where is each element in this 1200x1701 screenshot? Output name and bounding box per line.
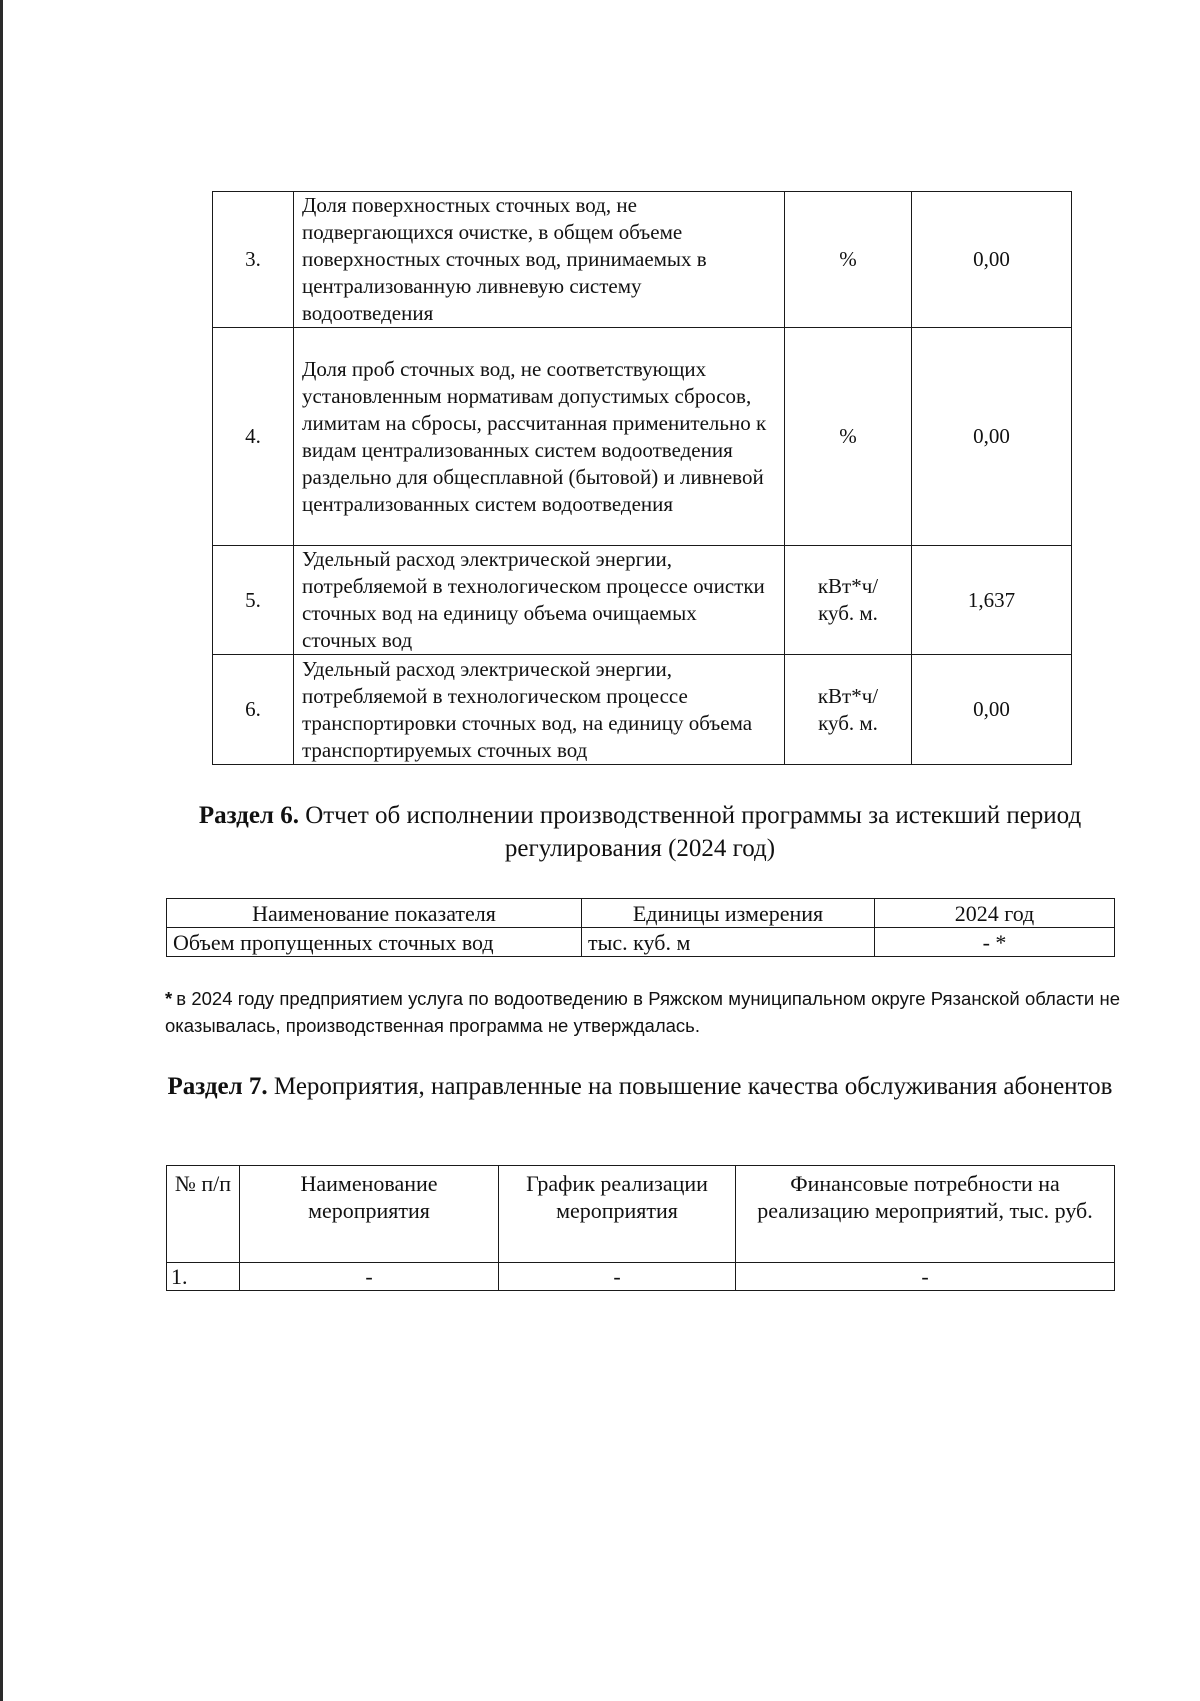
column-header-financial-needs: Финансовые потребности на реализацию мероприятий, тыс. руб. bbox=[736, 1166, 1115, 1263]
indicator-name: Удельный расход электрической энергии, потребляемой в технологическом процессе транспортировки сточных вод, на единицу объема транспортируемых сточных вод bbox=[294, 655, 785, 765]
row-number: 5. bbox=[213, 546, 294, 655]
unit-line-1: кВт*ч/ bbox=[817, 574, 879, 598]
indicator-value: 0,00 bbox=[912, 192, 1072, 328]
unit-line-2: куб. м. bbox=[818, 710, 878, 735]
row-number: 4. bbox=[213, 328, 294, 546]
indicator-name: Удельный расход электрической энергии, потребляемой в технологическом процессе очистки сточных вод на единицу объема очищаемых сточных вод bbox=[294, 546, 785, 655]
indicator-name: Объем пропущенных сточных вод bbox=[167, 928, 582, 957]
unit-line-1: кВт*ч/ bbox=[817, 683, 879, 708]
footnote-star: * bbox=[165, 988, 173, 1009]
footnote-text: в 2024 году предприятием услуга по водоотведению в Ряжском муниципальном округе Рязанской области не оказывалась, производственная программа не утверждалась. bbox=[165, 988, 1120, 1036]
section-6-number: Раздел 6. bbox=[198, 802, 299, 829]
table-row bbox=[213, 328, 1072, 546]
indicator-unit bbox=[785, 546, 912, 655]
production-program-report-table bbox=[166, 898, 1115, 957]
indicator-value: 1,637 bbox=[912, 546, 1072, 655]
unit-line-1: % bbox=[839, 247, 857, 271]
table-row bbox=[213, 655, 1072, 765]
row-number: 1. bbox=[167, 1263, 240, 1291]
column-header-indicator: Наименование показателя bbox=[167, 899, 582, 928]
unit-line-2: куб. м. bbox=[818, 601, 878, 625]
measures-table bbox=[166, 1165, 1115, 1291]
indicator-value: - * bbox=[875, 928, 1115, 957]
measure-name: - bbox=[240, 1263, 499, 1291]
indicator-unit: тыс. куб. м bbox=[582, 928, 875, 957]
table-row bbox=[213, 192, 1072, 328]
column-header-year: 2024 год bbox=[875, 899, 1115, 928]
indicator-unit bbox=[785, 655, 912, 765]
table-row bbox=[167, 1263, 1115, 1291]
column-header-schedule: График реализации мероприятия bbox=[499, 1166, 736, 1263]
section-7-number: Раздел 7. bbox=[167, 1073, 268, 1100]
measure-schedule: - bbox=[499, 1263, 736, 1291]
table-row bbox=[167, 928, 1115, 957]
footnote bbox=[165, 985, 1120, 1039]
column-header-number: № п/п bbox=[167, 1166, 240, 1263]
indicator-unit bbox=[785, 192, 912, 328]
scan-page-edge bbox=[0, 0, 3, 1701]
indicator-value: 0,00 bbox=[912, 655, 1072, 765]
column-header-measure-name: Наименование мероприятия bbox=[240, 1166, 499, 1263]
indicator-value: 0,00 bbox=[912, 328, 1072, 546]
unit-line-1: % bbox=[839, 424, 857, 448]
indicator-name: Доля проб сточных вод, не соответствующих установленным нормативам допустимых сбросов, лимитам на сбросы, рассчитанная применительно к видам централизованных систем водоотведения раздельно для общесплавной (бытовой) и ливневой централизованных систем водоотведения bbox=[294, 328, 785, 546]
section-6-heading-text: Отчет об исполнении производственной программы за истекший период регулирования (2024 год) bbox=[305, 802, 1082, 862]
section-7-title bbox=[160, 1070, 1120, 1103]
measure-financial-needs: - bbox=[736, 1263, 1115, 1291]
section-6-title bbox=[160, 799, 1120, 865]
row-number: 3. bbox=[213, 192, 294, 328]
indicator-unit bbox=[785, 328, 912, 546]
table-row bbox=[213, 546, 1072, 655]
column-header-unit: Единицы измерения bbox=[582, 899, 875, 928]
indicator-name: Доля поверхностных сточных вод, не подвергающихся очистке, в общем объеме поверхностных сточных вод, принимаемых в централизованную ливневую систему водоотведения bbox=[294, 192, 785, 328]
indicators-table bbox=[212, 191, 1072, 765]
table-header-row bbox=[167, 1166, 1115, 1263]
section-7-heading-text: Мероприятия, направленные на повышение качества обслуживания абонентов bbox=[273, 1073, 1113, 1100]
table-header-row bbox=[167, 899, 1115, 928]
row-number: 6. bbox=[213, 655, 294, 765]
